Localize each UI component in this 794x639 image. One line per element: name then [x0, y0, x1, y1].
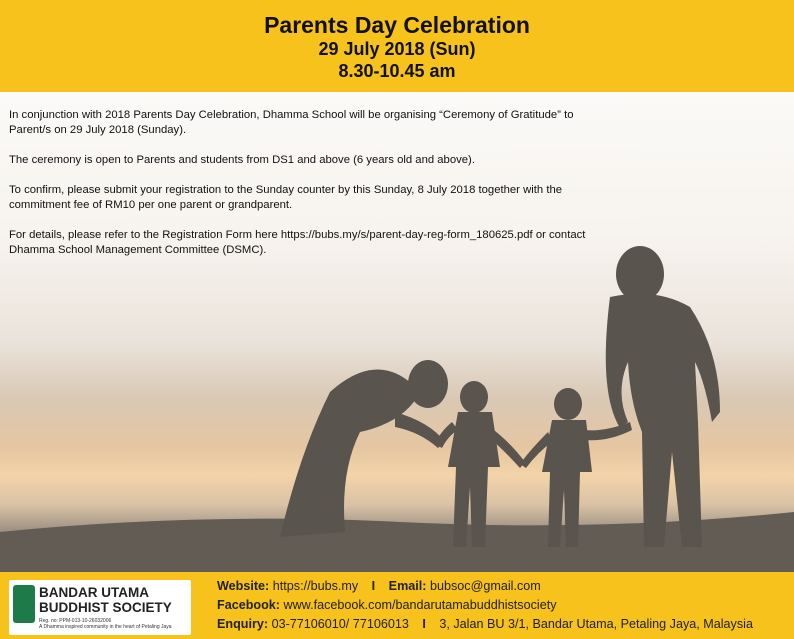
separator: I [371, 579, 376, 593]
logo-name-line1: BANDAR UTAMA [39, 585, 149, 600]
paragraph-details: For details, please refer to the Registration Form here https://bubs.my/s/parent-day-reg-form_180625.pdf or contact Dhamma School Management Committee (DSMC). [9, 229, 586, 256]
website-link[interactable]: https://bubs.my [272, 579, 359, 593]
paragraph-eligibility: The ceremony is open to Parents and students from DS1 and above (6 years old and above). [9, 154, 475, 166]
event-time: 8.30-10.45 am [338, 61, 456, 81]
separator: I [422, 617, 426, 631]
contact-row-facebook [217, 596, 787, 615]
page-title: Parents Day Celebration [264, 12, 530, 38]
paragraph-registration: To confirm, please submit your registration to the Sunday counter by this Sunday, 8 July 2018 together with the commitment fee of RM10 per one parent or grandparent. [9, 184, 563, 211]
enquiry-phone: 03-77106010/ 77106013 [271, 617, 409, 631]
email-label: Email: [388, 579, 427, 593]
facebook-link[interactable]: www.facebook.com/bandarutamabuddhistsociety [283, 598, 557, 612]
announcement-body [9, 108, 609, 273]
paragraph-intro: In conjunction with 2018 Parents Day Celebration, Dhamma School will be organising “Ceremony of Gratitude” to Parent/s on 29 July 2018 (Sunday). [9, 109, 574, 136]
logo-tagline-text: A Dhamma inspired community in the heart of Petaling Jaya [39, 624, 172, 630]
header-banner [0, 0, 794, 92]
address-text: 3, Jalan BU 3/1, Bandar Utama, Petaling Jaya, Malaysia [439, 617, 753, 631]
email-link[interactable]: bubsoc@gmail.com [429, 579, 541, 593]
footer-banner [0, 572, 794, 639]
enquiry-label: Enquiry: [217, 617, 269, 631]
logo-name [39, 585, 189, 615]
contact-info [217, 577, 787, 634]
facebook-label: Facebook: [217, 598, 280, 612]
bodhi-leaf-icon [13, 585, 35, 623]
logo-tagline [39, 618, 189, 630]
logo-reg-number: Reg. no: PPM-013-10-26032006 [39, 618, 112, 624]
contact-row-enquiry [217, 615, 787, 634]
event-date: 29 July 2018 (Sun) [318, 39, 476, 59]
contact-row-web [217, 577, 787, 596]
website-label: Website: [217, 579, 270, 593]
bubs-logo [9, 580, 191, 635]
logo-name-line2: BUDDHIST SOCIETY [39, 600, 172, 615]
